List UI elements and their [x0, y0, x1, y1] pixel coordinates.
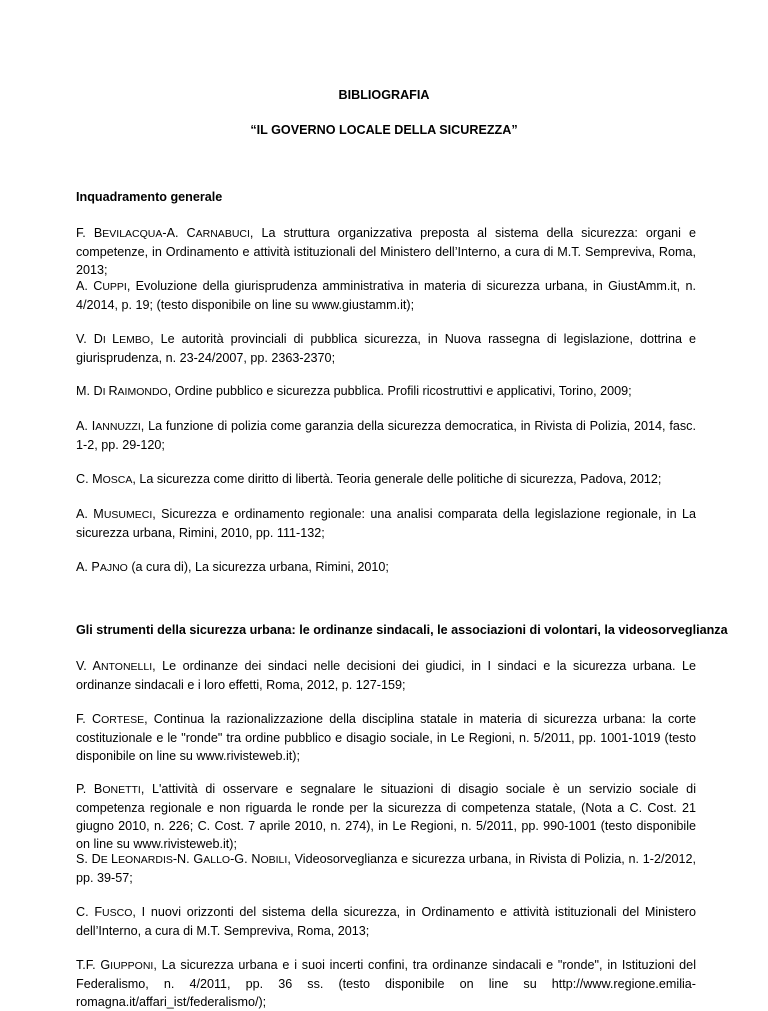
bibliography-entry: M. DI RAIMONDO, Ordine pubblico e sicurezza pubblica. Profili ricostruttivi e applicativi, Torino, 2009;	[76, 384, 632, 398]
bibliography-entry: A. MUSUMECI, Sicurezza e ordinamento regionale: una analisi comparata della legislazione regionale, in La sicurezza urbana, Rimini, 2010, pp. 111-132;	[76, 507, 697, 540]
bibliography-entry: A. CUPPI, Evoluzione della giurisprudenza amministrativa in materia di sicurezza urbana, in GiustAmm.it, n. 4/2014, p. 19; (testo disponibile on line su www.giustamm.it);	[76, 279, 696, 312]
bibliography-entry: F. BEVILACQUA-A. CARNABUCI, La struttura organizzativa preposta al sistema della sicurezza: organi e competenze, in Ordinamento e attività istituzionali del Ministero dell’Interno, a cura di M.T. Sempreviva, Roma, 2013;	[76, 226, 697, 277]
document-title: BIBLIOGRAFIA	[338, 88, 430, 102]
bibliography-entry: A. IANNUZZI, La funzione di polizia come garanzia della sicurezza democratica, in Rivista di Polizia, 2014, fasc. 1-2, pp. 29-120;	[76, 419, 696, 452]
bibliography-entry: A. PAJNO (a cura di), La sicurezza urbana, Rimini, 2010;	[76, 560, 389, 574]
bibliography-entry: C. FUSCO, I nuovi orizzonti del sistema della sicurezza, in Ordinamento e attività istituzionali del Ministero dell’Interno, a cura di M.T. Sempreviva, Roma, 2013;	[76, 905, 696, 938]
bibliography-entry: P. BONETTI, L'attività di osservare e segnalare le situazioni di disagio sociale è un servizio sociale di competenza regionale e non riguarda le ronde per la sicurezza di competenza statale, (Nota a C. Cost. 21 giugno 2010, n. 226; C. Cost. 7 aprile 2010, n. 274), in Le Regioni, n. 5/2011, pp. 990-1001 (testo disponibile on line su www.rivisteweb.it);	[76, 782, 696, 851]
section-heading-strumenti: Gli strumenti della sicurezza urbana: le ordinanze sindacali, le associazioni di volontari, la videosorveglianza	[76, 623, 728, 637]
document-subtitle: “IL GOVERNO LOCALE DELLA SICUREZZA”	[250, 123, 518, 137]
section-heading-inquadramento: Inquadramento generale	[76, 190, 223, 204]
bibliography-entry: T.F. GIUPPONI, La sicurezza urbana e i suoi incerti confini, tra ordinanze sindacali e "ronde", in Istituzioni del Federalismo, n. 4/2011, pp. 36 ss. (testo disponibile on line su http://www.regione.emilia-romagna.it/affari_ist/federalismo/);	[76, 958, 696, 1009]
bibliography-entry: V. ANTONELLI, Le ordinanze dei sindaci nelle decisioni dei giudici, in I sindaci e la sicurezza urbana. Le ordinanze sindacali e i loro effetti, Roma, 2012, p. 127-159;	[76, 659, 696, 692]
bibliography-entry: F. CORTESE, Continua la razionalizzazione della disciplina statale in materia di sicurezza urbana: la corte costituzionale e le "ronde" tra ordine pubblico e disagio sociale, in Le Regioni, n. 5/2011, pp. 1001-1019 (testo disponibile on line su www.rivisteweb.it);	[76, 712, 696, 763]
bibliography-entry: V. DI LEMBO, Le autorità provinciali di pubblica sicurezza, in Nuova rassegna di legislazione, dottrina e giurisprudenza, n. 23-24/2007, pp. 2363-2370;	[76, 332, 696, 365]
bibliography-entry: S. DE LEONARDIS-N. GALLO-G. NOBILI, Videosorveglianza e sicurezza urbana, in Rivista di Polizia, n. 1-2/2012, pp. 39-57;	[76, 852, 696, 885]
bibliography-entry: C. MOSCA, La sicurezza come diritto di libertà. Teoria generale delle politiche di sicurezza, Padova, 2012;	[76, 472, 662, 486]
